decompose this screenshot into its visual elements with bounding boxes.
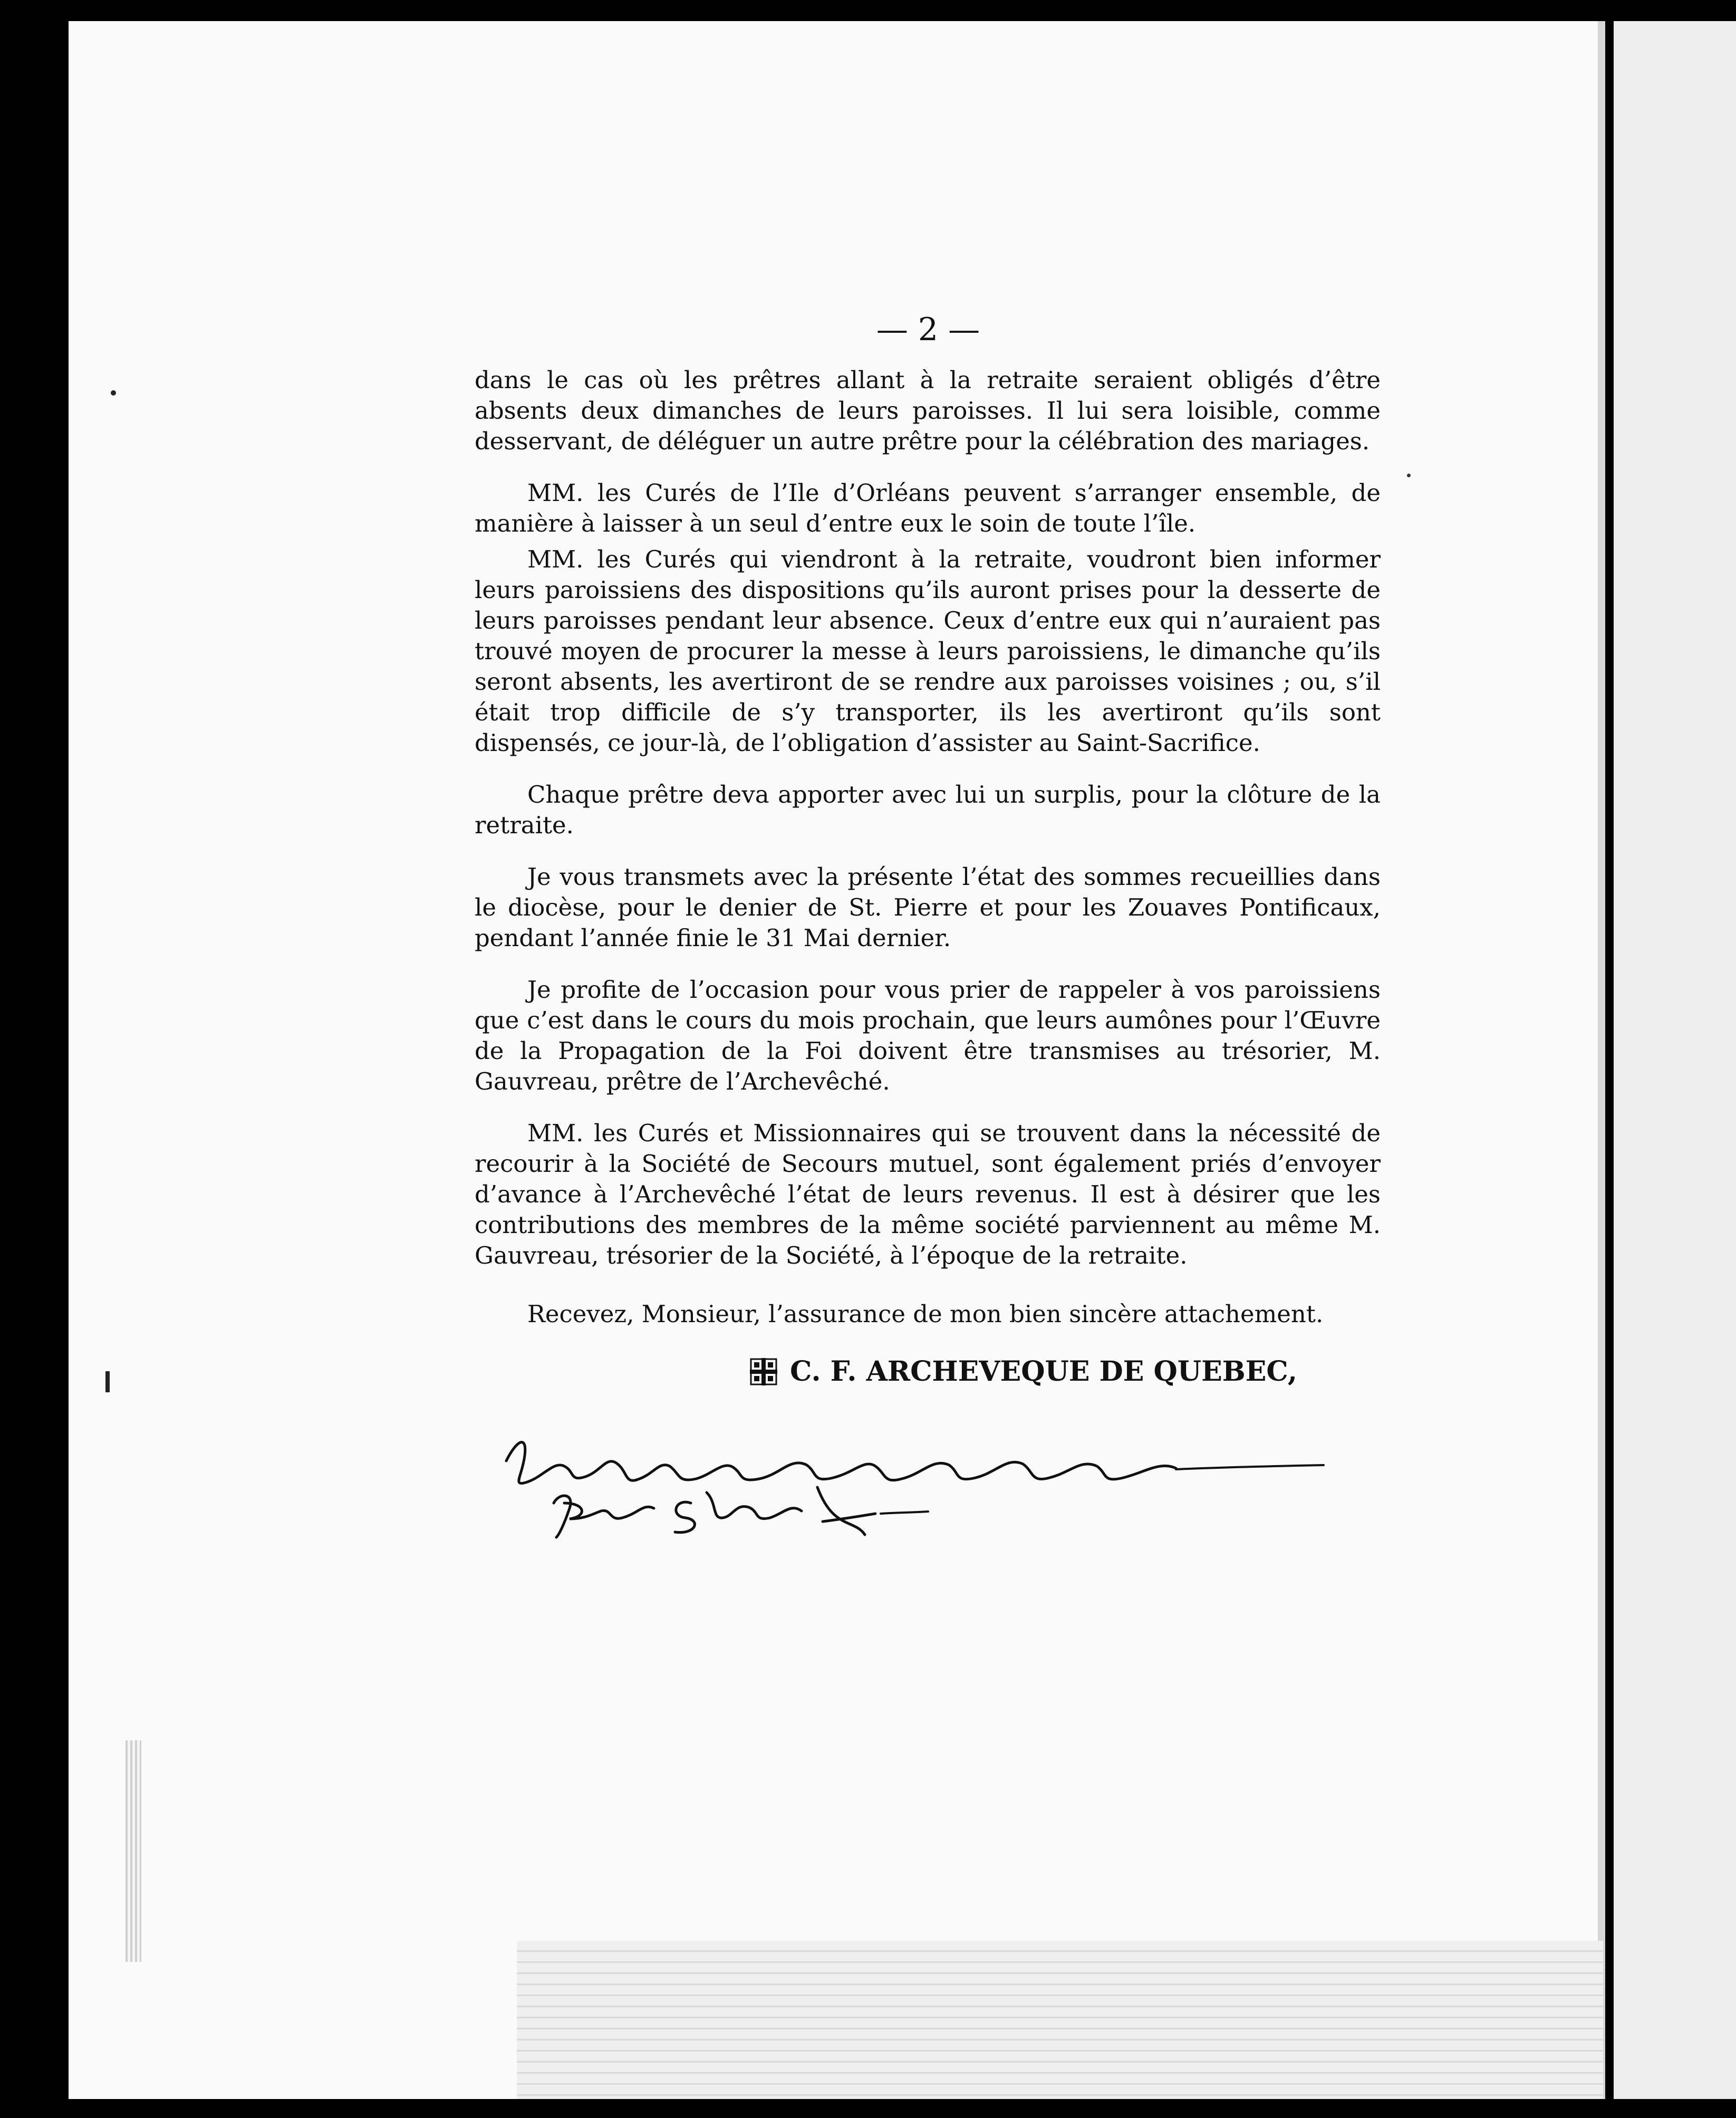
- handwritten-annotation: [496, 1424, 1350, 1551]
- paragraph: dans le cas où les prêtres allant à la retraite seraient obligés d’être absents deux dimanches de leurs paroisses. Il lui sera loisible, comme desservant, de déléguer un autre prêtre pour la célébration des mariages.: [475, 366, 1381, 455]
- paper-stack-left: [126, 1740, 141, 1962]
- paper-stack-bottom: [517, 1941, 1603, 2099]
- signature-text: C. F. ARCHEVEQUE DE QUEBEC,: [790, 1355, 1297, 1388]
- cross-icon: [749, 1357, 778, 1387]
- closing-line: Recevez, Monsieur, l’assurance de mon bien sincère attachement.: [527, 1300, 1324, 1328]
- margin-mark: [111, 390, 116, 396]
- paragraph: Je profite de l’occasion pour vous prier de rappeler à vos paroissiens que c’est dans le cours du mois prochain, que leurs aumônes pour l’Œuvre de la Propagation de la Foi doivent être transmises au trésorier, M. Gauvreau, prêtre de l’Archevêché.: [475, 976, 1381, 1095]
- page-edge: [1598, 21, 1605, 2099]
- paragraph: Chaque prêtre deva apporter avec lui un surplis, pour la clôture de la retraite.: [475, 781, 1381, 839]
- paragraph: Je vous transmets avec la présente l’état des sommes recueillies dans le diocèse, pour le denier de St. Pierre et pour les Zouaves Pontificaux, pendant l’année finie le 31 Mai dernier.: [475, 863, 1381, 952]
- letter-body: [475, 365, 1381, 1292]
- margin-mark: [1407, 474, 1411, 477]
- page-number: — 2 —: [876, 311, 980, 348]
- margin-mark: [105, 1371, 110, 1392]
- paragraph: MM. les Curés de l’Ile d’Orléans peuvent s’arranger ensemble, de manière à laisser à un seul d’entre eux le soin de toute l’île.: [475, 479, 1381, 537]
- paragraph: MM. les Curés et Missionnaires qui se trouvent dans la nécessité de recourir à la Société de Secours mutuel, sont également priés d’envoyer d’avance à l’Archevêché l’état de leurs revenus. Il est à désirer que les contributions des membres de la même société parviennent au même M. Gauvreau, trésorier de la Société, à l’époque de la retraite.: [475, 1119, 1381, 1269]
- adjacent-page: [1614, 21, 1736, 2099]
- paragraph: MM. les Curés qui viendront à la retraite, voudront bien informer leurs paroissiens des dispositions qu’ils auront prises pour la desserte de leurs paroisses pendant leur absence. Ceux d’entre eux qui n’auraient pas trouvé moyen de procurer la messe à leurs paroissiens, le dimanche qu’ils seront absents, les avertiront de se rendre aux paroisses voisines ; ou, s’il était trop difficile de s’y transporter, ils les avertiront qu’ils sont dispensés, ce jour-là, de l’obligation d’assister au Saint-Sacrifice.: [475, 545, 1381, 757]
- signature-block: [749, 1355, 1297, 1388]
